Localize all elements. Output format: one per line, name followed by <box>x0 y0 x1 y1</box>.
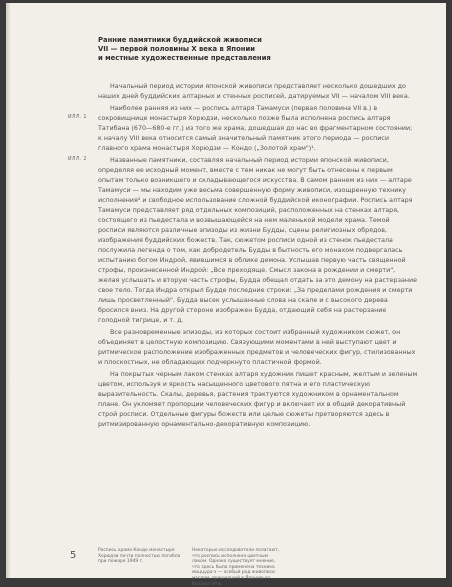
margin-ref-ill-2: ИЛЛ. 2 <box>68 157 87 162</box>
paragraph: Начальный период истории японской живописи представляет несколько дошедших до наших дней буддийских алтарных и стенных росписей, датируемых VII — началом VIII века. <box>98 83 410 100</box>
body-text <box>98 82 418 430</box>
section-header <box>98 36 378 64</box>
header-line-3: и местные художественные представления <box>98 54 271 63</box>
page-gutter <box>6 3 10 578</box>
footnote-left: Роспись храма Кондо монастыря Хорюдзи почти полностью погибла при пожаре 1949 г. <box>98 548 181 565</box>
book-page <box>6 3 446 587</box>
paragraph: На покрытых черным лаком стенках алтаря художник пишет красным, желтым и зеленым цветом, используя и яркость насыщенного цветового пятна и его пластическую выразительность. Скалы, деревья, растения трактуются художником в орнаментальном плане. Он укломяет пропорции человеческих фигур и включает их в общий декоративный строй росписи. Отдельные фигуры божеств или целые сюжеты претворяются здесь в ритмизированную орнаментально-декоративную композицию. <box>98 371 418 428</box>
paragraph: Все разновременные эпизоды, из которых состоит избранный художником сюжет, он объединяет в целостную композицию. Связующими моментами в ней выступают цвет и ритмическое расположение изображенных предметов и человеческих фигур, стилизованных и плоскостных, не обладающих подчеркнуто пластичной формой. <box>98 329 416 366</box>
paragraph: Наиболее ранняя из них — роспись алтаря Тамамуси (первая половина VII в.) в сокровищнице монастыря Хорюдзи, несколько позже была исполнена роспись алтаря Татибана (670—680-е гг.) из того же храма, дошедшая до нас во фрагментарном состоянии; к началу VIII века относится самый значительный памятник этого периода — росписи главного храма монастыря Хорюдзи — Кондо („Золотой храм")¹. <box>98 105 413 152</box>
header-line-1: Ранние памятники буддийской живописи <box>98 36 262 44</box>
footnote-right: Некоторые исследователи полагают, что роспись исполнена цветным лаком. Однако существует мнение, что здесь была применена техника миццуда-э — особый род живописи маслом, пришедший в Японию из Китая в VII в. <box>192 548 280 587</box>
page-number: 5 <box>70 550 77 561</box>
paragraph: Названные памятники, составляя начальный период истории японской живописи, определяя ее исходный момент, вместе с тем никак не могут быть отнесены к первым опытам только возникшего и складывающегося искусства. В самом раннем из них — алтаре Тамамуси — мы находим уже весьма совершенную форму живописи, изощренную технику исполнения² и свободное использование сложной буддийской иконографии. Роспись алтаря Тамамуси представляет ряд отдельных композиций, расположенных на стенках алтаря, состоящего из пьедестала и возвышающейся на нем маленькой модели храма. Темой росписи являются различные эпизоды из жизни Будды, сцены религиозных обрядов, изображения буддийских божеств. Так, сюжетом росписи одной из стенок пьедестала послужила легенда о том, как добродетель Будды в бытность его монахом подвергалась испытанию богом Индрой, явившимся в облике демона. Услышав первую часть священной строфы, произнесенной Индрой: „Все преходяще. Смысл закона в рождении и смерти", желая услышать и вторую часть строфы, Будда обещал отдать за это демону на растерзание свое тело. Тогда Индра открыл Будде последние строки: „За пределами рождения и смерти лишь просветленный". Будда высек услышанные слова на скале и с высокого дерева бросился вниз. На другой стороне изображен Будда, отдающий себя на растерзание голодной тигрице, и т. д. <box>98 157 418 324</box>
margin-ref-ill-1: ИЛЛ. 1 <box>68 115 87 120</box>
header-line-2: VII — первой половины X века в Японии <box>98 45 255 54</box>
